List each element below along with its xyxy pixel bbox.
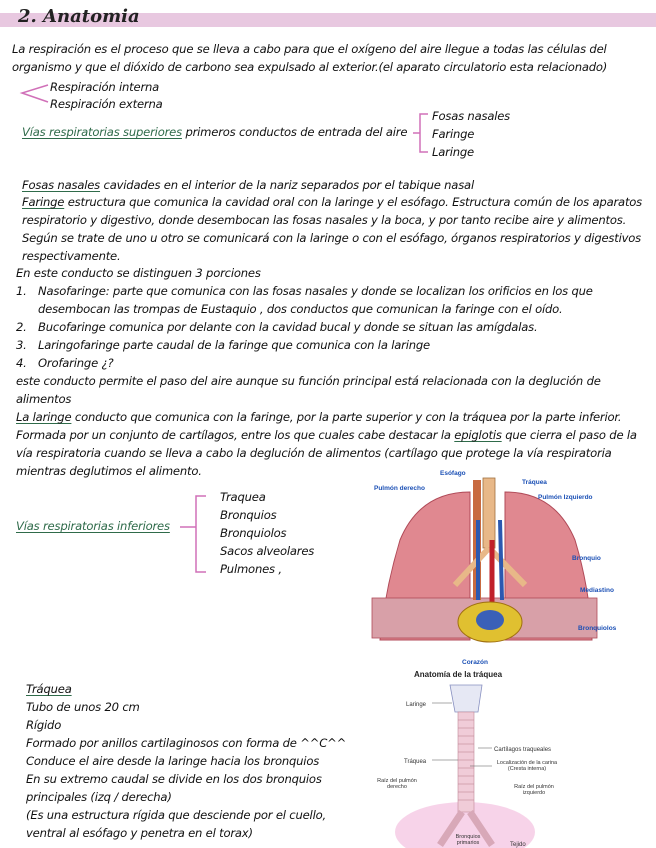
trachea-illustration	[376, 670, 564, 848]
label-esofago: Esófago	[440, 470, 466, 477]
laringe-text-1: conducto que comunica con la faringe, por la parte superior y con la tráquea por la parte inferior. Formada por un conjunto de cartílagos, entre los que cuales cabe destacar la	[16, 410, 622, 442]
superiores-label: Vías respiratorias superiores	[22, 125, 182, 139]
traquea-line-1: Tubo de unos 20 cm	[26, 700, 140, 714]
label-pulmon-izquierdo: Pulmón Izquierdo	[538, 494, 593, 501]
types-bracket-icon	[22, 85, 48, 102]
inferiores-label: Vías respiratorias inferiores	[16, 519, 170, 533]
label-traquea-tube: Tráquea	[404, 759, 427, 765]
type-external: Respiración externa	[50, 97, 163, 111]
traquea-line-6: principales (izq / derecha)	[26, 790, 172, 804]
faringe-text: estructura que comunica la cavidad oral con la laringe y el esófago. Estructura común de los aparatos respiratorio y digestivo, donde desembocan las fosas nasales y la boca, y por tanto recibe aire y alimentos. Según se trate de uno u otro se comunicará con la laringe o con el esófago, órganos respiratorios y digestivos respectivamente.	[22, 195, 643, 263]
inferiores-item-5: Pulmones ,	[220, 562, 282, 576]
porcion-num-1: 1.	[16, 284, 27, 298]
traquea-line-5: En su extremo caudal se divide en los dos bronquios	[26, 772, 322, 786]
trachea-diagram-title: Anatomía de la tráquea	[414, 670, 503, 679]
conducto-paragraph: este conducto permite el paso del aire aunque su función principal está relacionada con la deglución de alimentos	[16, 374, 601, 406]
label-cartilagos: Cartílagos traqueales	[494, 747, 552, 753]
fosas-term: Fosas nasales	[22, 178, 101, 192]
label-mediastino: Mediastino	[580, 587, 614, 594]
porcion-num-4: 4.	[16, 356, 27, 370]
inferiores-item-3: Bronquiolos	[220, 526, 287, 540]
heart-vessel-shape	[476, 610, 504, 630]
superiores-item-2: Faringe	[432, 127, 475, 141]
label-bronquio: Bronquio	[572, 555, 601, 562]
label-bronquiolos: Bronquiolos	[578, 625, 617, 632]
label-raiz-izquierdo: Raíz del pulmón izquierdo	[514, 784, 554, 796]
traquea-title: Tráquea	[26, 682, 72, 696]
traquea-line-3: Formado por anillos cartilaginosos con forma de ^^C^^	[26, 736, 347, 750]
label-raiz-derecho: Raíz del pulmón derecho	[377, 778, 417, 790]
trachea-tube-shape	[458, 712, 474, 812]
porcion-text-4: Orofaringe ¿?	[38, 356, 114, 370]
porcion-text-3: Laringofaringe parte caudal de la faringe que comunica con la laringe	[38, 338, 430, 352]
inferiores-bracket-icon	[180, 496, 206, 572]
traquea-line-8: ventral al esófago y penetra en el torax)	[26, 826, 253, 840]
trachea-shape	[483, 478, 495, 548]
superiores-bracket-icon	[413, 114, 428, 152]
label-traquea: Tráquea	[522, 479, 547, 486]
porciones-intro: En este conducto se distinguen 3 porciones	[16, 266, 261, 280]
page-title: 2. Anatomia	[18, 6, 140, 27]
label-corazon: Corazón	[462, 659, 488, 666]
porcion-num-3: 3.	[16, 338, 27, 352]
porcion-num-2: 2.	[16, 320, 27, 334]
type-internal: Respiración interna	[50, 80, 160, 94]
larynx-shape	[450, 685, 482, 712]
faringe-term: Faringe	[22, 195, 65, 209]
laringe-term: La laringe	[16, 410, 72, 424]
porcion-text-1: Nasofaringe: parte que comunica con las fosas nasales y donde se localizan los orificios en los que desembocan las trompas de Eustaquio , dos conductos que comunican la faringe con el oído.	[38, 284, 593, 316]
traquea-line-4: Conduce el aire desde la laringe hacia los bronquios	[26, 754, 320, 768]
label-bronquios-primarios: Bronquios primarios	[455, 834, 481, 846]
superiores-item-3: Laringe	[432, 145, 474, 159]
fosas-text: cavidades en el interior de la nariz separados por el tabique nasal	[103, 178, 474, 192]
label-tejido: Tejido	[510, 842, 526, 848]
laringe-text-2: que cierra el paso de la vía respiratoria cuando se lleva a cabo la deglución de alimentos (cartílago que protege la vía respiratoria mientras deglutimos el alimento.	[16, 428, 637, 478]
label-pulmon-derecho: Pulmón derecho	[374, 485, 425, 492]
lung-illustration	[372, 470, 617, 668]
label-laringe: Laringe	[406, 702, 427, 708]
superiores-desc: primeros conductos de entrada del aire	[185, 125, 408, 139]
superiores-item-1: Fosas nasales	[432, 109, 511, 123]
inferiores-item-2: Bronquios	[220, 508, 277, 522]
traquea-line-2: Rígido	[26, 718, 62, 732]
intro-paragraph: La respiración es el proceso que se lleva a cabo para que el oxígeno del aire llegue a todas las células del organismo y que el dióxido de carbono sea expulsado al exterior.(el aparato circulatorio esta relacionado)	[12, 42, 608, 74]
porcion-text-2: Bucofaringe comunica por delante con la cavidad bucal y donde se situan las amígdalas.	[38, 320, 538, 334]
inferiores-item-1: Traquea	[220, 490, 266, 504]
epiglotis-term: epiglotis	[454, 428, 502, 442]
inferiores-item-4: Sacos alveolares	[220, 544, 315, 558]
label-carina: Localización de la carina (Cresta interna)	[496, 760, 558, 772]
traquea-line-7: (Es una estructura rígida que desciende por el cuello,	[26, 808, 326, 822]
